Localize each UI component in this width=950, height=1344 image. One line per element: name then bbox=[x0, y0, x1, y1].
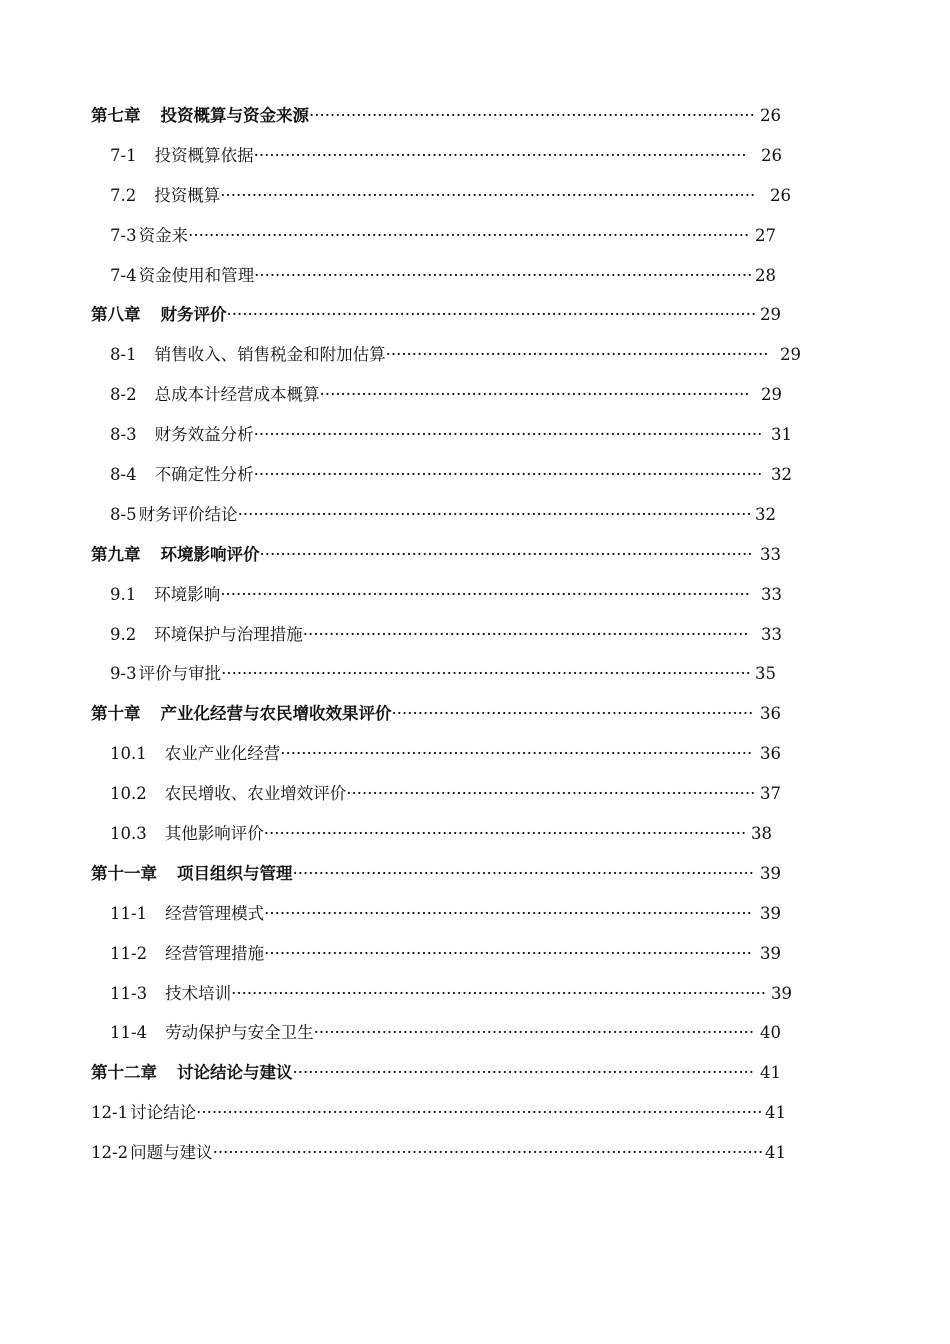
toc-entry-label bbox=[110, 176, 755, 216]
toc-section-entry[interactable] bbox=[0, 894, 950, 934]
toc-page-number: 41 bbox=[765, 1143, 786, 1163]
toc-leader-dots: ······························································································· bbox=[254, 265, 753, 285]
toc-entry-title: 经营管理措施 bbox=[165, 943, 265, 963]
toc-entry-title: 销售收入、销售税金和附加估算 bbox=[154, 345, 386, 365]
toc-entry-number: 第七章 bbox=[91, 106, 141, 125]
toc-section-entry[interactable] bbox=[0, 176, 950, 216]
toc-entry-title: 评价与审批 bbox=[138, 664, 222, 684]
toc-leader-dots: ····································································································· bbox=[220, 584, 750, 604]
toc-leader-dots: ·························································································· bbox=[280, 744, 753, 764]
toc-entry-number: 11-4 bbox=[110, 1023, 148, 1043]
toc-page-number: 36 bbox=[760, 744, 781, 764]
toc-entry-label bbox=[110, 256, 752, 296]
toc-leader-dots: ············································································································ bbox=[196, 1103, 763, 1123]
toc-entry-number: 10.2 bbox=[110, 784, 147, 804]
toc-leader-dots: ···························································································· bbox=[263, 824, 747, 844]
toc-page-number: 39 bbox=[760, 863, 781, 883]
toc-entry-label bbox=[110, 974, 766, 1014]
toc-leader-dots: ························································································ bbox=[292, 1063, 755, 1083]
toc-entry-label bbox=[91, 535, 753, 575]
toc-entry-label bbox=[110, 1013, 754, 1053]
toc-chapter-entry[interactable] bbox=[0, 854, 950, 894]
toc-entry-title: 环境影响评价 bbox=[160, 544, 260, 564]
toc-entry-number: 11-3 bbox=[110, 983, 148, 1003]
toc-section-entry[interactable] bbox=[0, 1093, 950, 1133]
toc-entry-label bbox=[110, 575, 750, 615]
toc-entry-title: 农民增收、农业增效评价 bbox=[164, 784, 347, 804]
toc-entry-number: 11-1 bbox=[110, 903, 148, 923]
toc-entry-number: 8-3 bbox=[110, 425, 137, 445]
toc-leader-dots: ······························································································ bbox=[253, 145, 747, 165]
toc-entry-label bbox=[91, 694, 753, 734]
toc-leader-dots: ····································································································· bbox=[221, 664, 751, 684]
toc-page-number: 38 bbox=[751, 824, 772, 844]
toc-entry-number: 8-2 bbox=[110, 385, 137, 405]
toc-entry-label bbox=[91, 1093, 763, 1133]
toc-entry-title: 问题与建议 bbox=[130, 1143, 213, 1163]
toc-entry-number: 8-5 bbox=[110, 504, 137, 524]
toc-chapter-entry[interactable] bbox=[0, 535, 950, 575]
toc-page-number: 26 bbox=[770, 185, 791, 205]
toc-page-number: 39 bbox=[760, 903, 781, 923]
toc-entry-number: 7-3 bbox=[110, 225, 137, 245]
toc-entry-label bbox=[110, 375, 750, 415]
toc-chapter-entry[interactable] bbox=[0, 1053, 950, 1093]
toc-entry-label bbox=[91, 96, 755, 136]
toc-entry-label bbox=[91, 295, 756, 335]
toc-section-entry[interactable] bbox=[0, 934, 950, 974]
toc-entry-number: 9.2 bbox=[110, 624, 137, 644]
toc-leader-dots: ································································································· bbox=[253, 465, 763, 485]
toc-section-entry[interactable] bbox=[0, 415, 950, 455]
toc-leader-dots: ········································································································· bbox=[212, 1143, 764, 1163]
toc-entry-title: 财务效益分析 bbox=[154, 425, 254, 445]
toc-entry-label bbox=[110, 774, 755, 814]
toc-entry-title: 劳动保护与安全卫生 bbox=[165, 1023, 314, 1043]
toc-entry-label bbox=[110, 495, 752, 535]
toc-page-number: 33 bbox=[761, 624, 782, 644]
toc-entry-label bbox=[110, 814, 746, 854]
toc-entry-number: 9.1 bbox=[110, 584, 137, 604]
toc-chapter-entry[interactable] bbox=[0, 96, 950, 136]
toc-entry-title: 技术培训 bbox=[165, 983, 232, 1003]
toc-page-number: 39 bbox=[760, 943, 781, 963]
toc-leader-dots: ·················································································· bbox=[319, 385, 750, 405]
toc-entry-title: 讨论结论与建议 bbox=[177, 1063, 293, 1083]
toc-section-entry[interactable] bbox=[0, 814, 950, 854]
table-of-contents bbox=[0, 96, 950, 1173]
toc-chapter-entry[interactable] bbox=[0, 694, 950, 734]
toc-leader-dots: ······································································································ bbox=[231, 983, 767, 1003]
toc-entry-title: 资金来 bbox=[138, 225, 189, 245]
toc-page-number: 37 bbox=[760, 784, 781, 804]
toc-page-number: 40 bbox=[760, 1023, 781, 1043]
toc-page-number: 33 bbox=[760, 544, 781, 564]
toc-entry-number: 9-3 bbox=[110, 664, 137, 684]
toc-entry-label bbox=[110, 894, 752, 934]
toc-entry-label bbox=[110, 734, 752, 774]
toc-entry-title: 产业化经营与农民增收效果评价 bbox=[160, 704, 392, 724]
toc-page-number: 29 bbox=[760, 305, 781, 325]
toc-entry-title: 投资概算 bbox=[154, 185, 221, 205]
toc-section-entry[interactable] bbox=[0, 256, 950, 296]
toc-section-entry[interactable] bbox=[0, 974, 950, 1014]
toc-entry-number: 7.2 bbox=[110, 185, 137, 205]
toc-entry-title: 资金使用和管理 bbox=[138, 265, 255, 285]
toc-page-number: 27 bbox=[755, 225, 776, 245]
toc-entry-title: 不确定性分析 bbox=[154, 465, 254, 485]
toc-page-number: 29 bbox=[780, 345, 801, 365]
toc-entry-title: 项目组织与管理 bbox=[177, 863, 293, 883]
toc-section-entry[interactable] bbox=[0, 495, 950, 535]
toc-leader-dots: ········································································· bbox=[385, 345, 769, 365]
toc-entry-number: 第十章 bbox=[91, 704, 141, 724]
toc-entry-title: 财务评价 bbox=[160, 305, 227, 325]
toc-entry-title: 其他影响评价 bbox=[164, 824, 264, 844]
toc-entry-number: 10.1 bbox=[110, 744, 147, 764]
toc-entry-label bbox=[91, 1053, 754, 1093]
toc-leader-dots: ························································································ bbox=[292, 863, 755, 883]
toc-entry-number: 12-1 bbox=[91, 1103, 129, 1123]
toc-section-entry[interactable] bbox=[0, 734, 950, 774]
toc-entry-number: 第十一章 bbox=[91, 863, 157, 883]
toc-leader-dots: ····························································································· bbox=[264, 903, 752, 923]
toc-entry-title: 讨论结论 bbox=[130, 1103, 197, 1123]
toc-entry-label bbox=[110, 934, 752, 974]
toc-section-entry[interactable] bbox=[0, 615, 950, 655]
toc-leader-dots: ···················································································· bbox=[313, 1023, 755, 1043]
toc-entry-title: 投资概算依据 bbox=[154, 145, 254, 165]
toc-leader-dots: ····································································································· bbox=[226, 305, 757, 325]
toc-page-number: 41 bbox=[765, 1103, 786, 1123]
toc-page-number: 41 bbox=[760, 1063, 781, 1083]
toc-entry-label bbox=[91, 1133, 763, 1173]
toc-section-entry[interactable] bbox=[0, 1013, 950, 1053]
toc-section-entry[interactable] bbox=[0, 375, 950, 415]
toc-entry-label bbox=[110, 615, 749, 655]
toc-entry-number: 第九章 bbox=[91, 544, 141, 564]
toc-entry-label bbox=[110, 335, 768, 375]
toc-entry-title: 环境保护与治理措施 bbox=[154, 624, 303, 644]
toc-entry-number: 8-4 bbox=[110, 465, 137, 485]
toc-entry-number: 7-4 bbox=[110, 265, 137, 285]
toc-page-number: 36 bbox=[760, 704, 781, 724]
toc-leader-dots: ································································································· bbox=[253, 425, 763, 445]
toc-entry-title: 总成本计经营成本概算 bbox=[154, 385, 320, 405]
toc-chapter-entry[interactable] bbox=[0, 295, 950, 335]
toc-page-number: 28 bbox=[755, 265, 776, 285]
toc-section-entry[interactable] bbox=[0, 136, 950, 176]
toc-section-entry[interactable] bbox=[0, 455, 950, 495]
toc-page-number: 26 bbox=[760, 106, 781, 125]
toc-entry-label bbox=[110, 136, 747, 176]
toc-page-number: 39 bbox=[771, 983, 792, 1003]
toc-leader-dots: ····················································································· bbox=[309, 106, 755, 125]
toc-page-number: 35 bbox=[755, 664, 776, 684]
toc-entry-title: 投资概算与资金来源 bbox=[160, 106, 309, 125]
toc-page-number: 31 bbox=[771, 425, 792, 445]
toc-entry-number: 12-2 bbox=[91, 1143, 129, 1163]
toc-leader-dots: ·································································································· bbox=[237, 504, 752, 524]
toc-entry-label bbox=[110, 455, 762, 495]
toc-entry-number: 10.3 bbox=[110, 824, 147, 844]
toc-entry-number: 第十二章 bbox=[91, 1063, 157, 1083]
toc-entry-number: 11-2 bbox=[110, 943, 148, 963]
toc-entry-number: 7-1 bbox=[110, 145, 137, 165]
toc-entry-title: 经营管理模式 bbox=[165, 903, 265, 923]
toc-leader-dots: ·············································································· bbox=[346, 784, 756, 804]
toc-entry-number: 第八章 bbox=[91, 305, 141, 325]
toc-section-entry[interactable] bbox=[0, 1133, 950, 1173]
toc-entry-label bbox=[110, 216, 749, 256]
toc-entry-number: 8-1 bbox=[110, 345, 137, 365]
toc-page-number: 29 bbox=[761, 385, 782, 405]
toc-section-entry[interactable] bbox=[0, 216, 950, 256]
toc-section-entry[interactable] bbox=[0, 654, 950, 694]
toc-leader-dots: ····················································································· bbox=[302, 624, 749, 644]
toc-page-number: 33 bbox=[761, 584, 782, 604]
toc-page-number: 32 bbox=[755, 504, 776, 524]
toc-section-entry[interactable] bbox=[0, 575, 950, 615]
toc-leader-dots: ··········································································································· bbox=[188, 225, 750, 245]
toc-section-entry[interactable] bbox=[0, 774, 950, 814]
toc-entry-label bbox=[110, 654, 751, 694]
toc-entry-title: 环境影响 bbox=[154, 584, 221, 604]
toc-entry-label bbox=[110, 415, 762, 455]
toc-leader-dots: ······································································································ bbox=[220, 185, 756, 205]
toc-leader-dots: ····································································· bbox=[391, 704, 754, 724]
toc-entry-title: 财务评价结论 bbox=[138, 504, 238, 524]
toc-entry-title: 农业产业化经营 bbox=[164, 744, 281, 764]
toc-page-number: 26 bbox=[761, 145, 782, 165]
toc-page-number: 32 bbox=[771, 465, 792, 485]
toc-leader-dots: ····························································································· bbox=[264, 943, 752, 963]
toc-entry-label bbox=[91, 854, 754, 894]
toc-leader-dots: ······························································································ bbox=[259, 544, 753, 564]
toc-section-entry[interactable] bbox=[0, 335, 950, 375]
